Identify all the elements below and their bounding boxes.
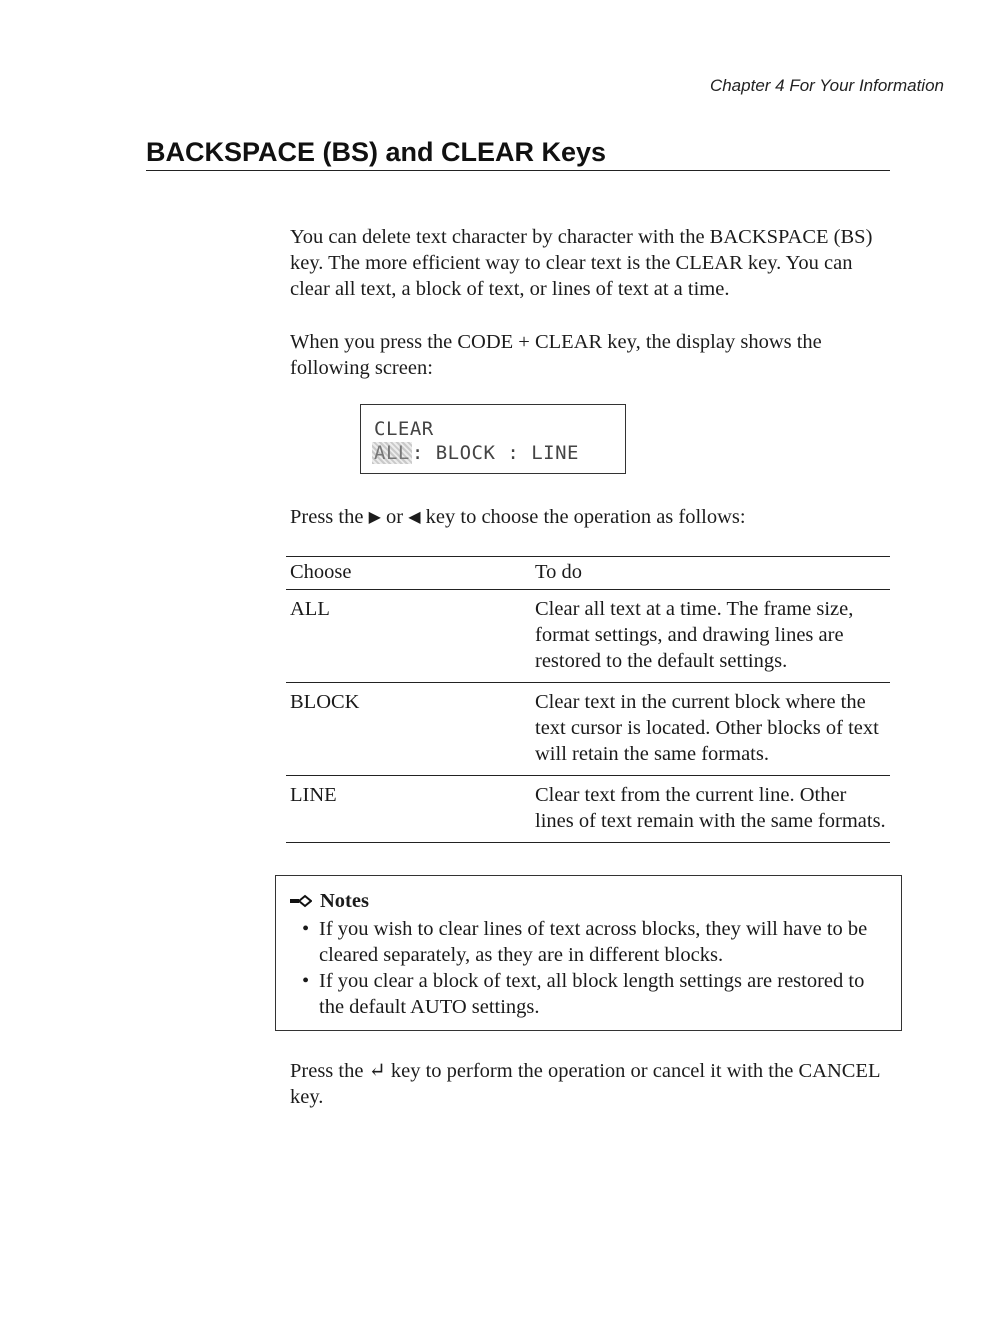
- final-paragraph: [290, 1058, 890, 1110]
- section-title: BACKSPACE (BS) and CLEAR Keys: [146, 136, 890, 171]
- running-header: Chapter 4 For Your Information: [709, 76, 944, 95]
- operations-table: [286, 556, 890, 843]
- table-row: [286, 776, 890, 843]
- table-cell-todo: Clear text in the current block where the text cursor is located. Other blocks of text will retain the same formats.: [531, 683, 890, 776]
- column-header-todo: To do: [531, 557, 890, 590]
- table-row: [286, 683, 890, 776]
- lcd-selected-option: ALL: [374, 442, 410, 464]
- intro-paragraph: You can delete text character by character with the BACKSPACE (BS) key. The more efficient way to clear text is the CLEAR key. You can clear all text, a block of text, or lines of text at a time.: [290, 226, 873, 300]
- press-text-before: Press the: [290, 506, 369, 528]
- lcd-options: : BLOCK : LINE: [411, 442, 579, 464]
- column-header-choose: Choose: [286, 557, 531, 590]
- right-arrow-key-icon: ▶: [368, 509, 381, 526]
- final-text-before: Press the: [290, 1060, 369, 1082]
- table-cell-todo: Clear all text at a time. The frame size, format settings, and drawing lines are restored to the default settings.: [531, 590, 890, 683]
- list-item: • If you wish to clear lines of text across blocks, they will have to be cleared separately, as they are in different blocks.: [290, 916, 887, 968]
- notes-heading: [290, 888, 887, 914]
- enter-key-icon: ↵: [368, 1060, 386, 1082]
- table-row: [286, 590, 890, 683]
- final-text-after: key to perform the operation or cancel it with the CANCEL key.: [290, 1060, 880, 1108]
- lcd-display: [360, 404, 626, 474]
- arrow-diamond-icon: [290, 894, 312, 908]
- press-text-middle: or: [380, 506, 409, 528]
- press-keys-paragraph: [290, 504, 890, 531]
- table-cell-choose: BLOCK: [286, 683, 531, 776]
- table-header-row: [286, 557, 890, 590]
- list-item: • If you clear a block of text, all block length settings are restored to the default AUTO settings.: [290, 968, 887, 1020]
- press-text-after: key to choose the operation as follows:: [420, 506, 746, 528]
- lcd-line-2: [372, 442, 579, 464]
- code-clear-paragraph: When you press the CODE + CLEAR key, the display shows the following screen:: [290, 331, 822, 379]
- notes-list: [290, 916, 887, 1020]
- table-cell-todo: Clear text from the current line. Other lines of text remain with the same formats.: [531, 776, 890, 843]
- left-arrow-key-icon: ◀: [408, 509, 421, 526]
- lcd-line-1: CLEAR: [374, 418, 434, 440]
- table-cell-choose: ALL: [286, 590, 531, 683]
- notes-box: [275, 875, 902, 1031]
- notes-heading-label: Notes: [320, 890, 369, 912]
- table-cell-choose: LINE: [286, 776, 531, 843]
